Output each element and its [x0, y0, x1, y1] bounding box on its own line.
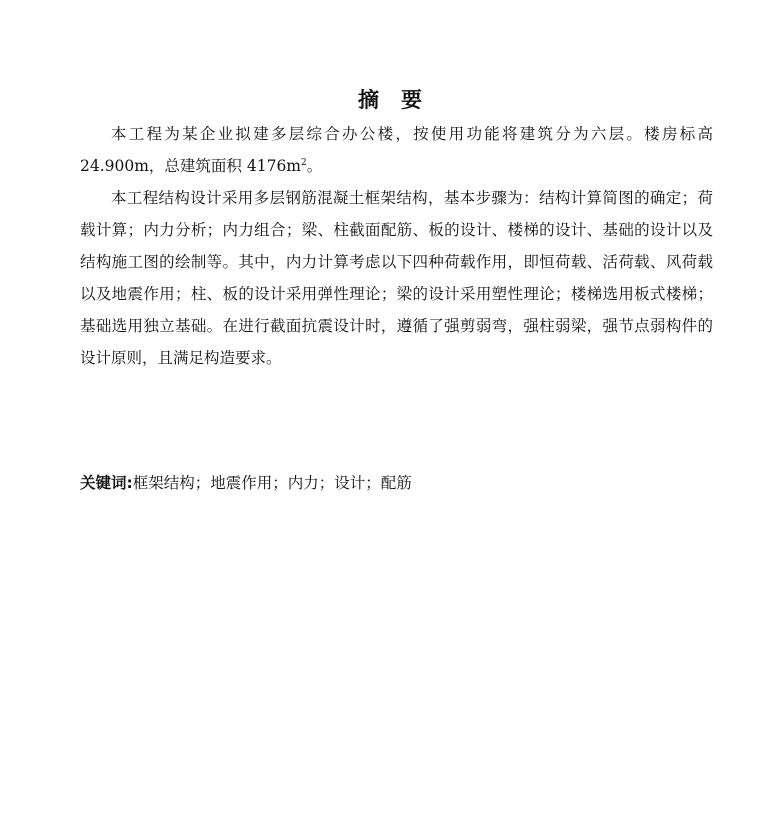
area-unit-superscript: 2	[301, 157, 307, 168]
abstract-title: 摘要	[358, 88, 444, 112]
paragraph-1-text: 本工程为某企业拟建多层综合办公楼，按使用功能将建筑分为六层。楼房标高 24.900m，总建筑面积 4176m	[80, 125, 713, 175]
abstract-body	[80, 118, 713, 374]
keywords-separator: :	[126, 474, 133, 492]
abstract-paragraph-1	[80, 118, 713, 182]
keywords-text: 框架结构；地震作用；内力；设计；配筋	[132, 474, 412, 492]
paragraph-1-end: 。	[306, 157, 323, 175]
keywords-label: 关键词	[80, 474, 127, 492]
abstract-paragraph-2: 本工程结构设计采用多层钢筋混凝土框架结构，基本步骤为：结构计算简图的确定；荷载计算；内力分析；内力组合；梁、柱截面配筋、板的设计、楼梯的设计、基础的设计以及结构施工图的绘制等。其中，内力计算考虑以下四种荷载作用，即恒荷载、活荷载、风荷载以及地震作用；柱、板的设计采用弹性理论；梁的设计采用塑性理论；楼梯选用板式楼梯；基础选用独立基础。在进行截面抗震设计时，遵循了强剪弱弯，强柱弱梁，强节点弱构件的设计原则，且满足构造要求。	[80, 189, 713, 367]
keywords-line	[80, 467, 713, 499]
